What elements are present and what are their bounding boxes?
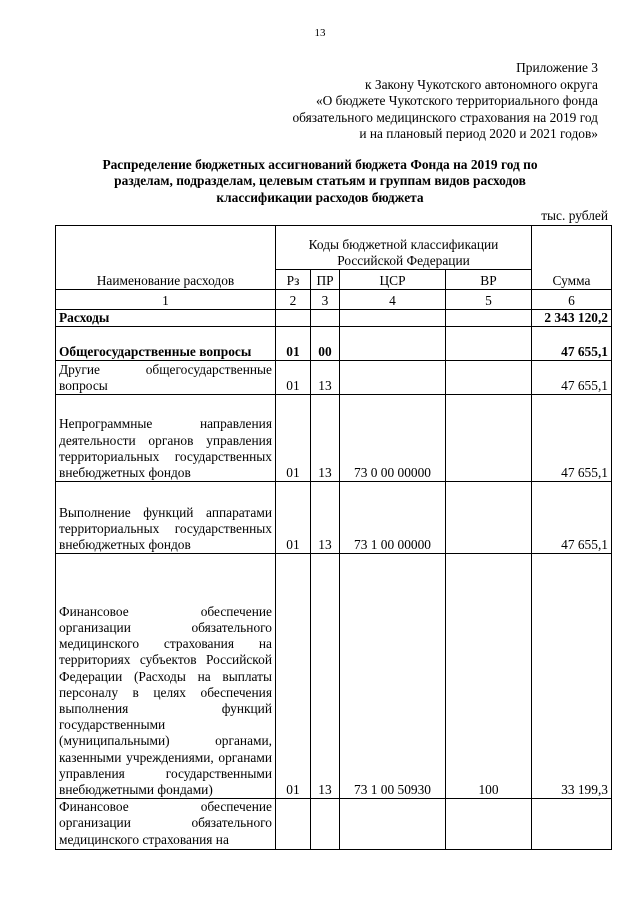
appendix-line: к Закону Чукотского автономного округа [365, 76, 598, 92]
appendix-header [292, 60, 598, 143]
row-csr: 73 0 00 00000 [340, 395, 446, 482]
row-rz: 01 [276, 327, 311, 361]
row-vr: 100 [446, 554, 532, 799]
col-number: 1 [56, 290, 276, 310]
row-vr [446, 395, 532, 482]
budget-table [55, 225, 612, 850]
table-row [56, 395, 612, 482]
row-rz: 01 [276, 482, 311, 554]
col-number: 6 [532, 290, 612, 310]
row-vr [446, 310, 532, 327]
row-name: Непрограммные направления деятельности органов управления территориальных государственных внебюджетных фондов [56, 395, 276, 482]
title-line: классификации расходов бюджета [216, 189, 424, 205]
row-vr [446, 799, 532, 850]
row-csr [340, 310, 446, 327]
header-rz: Рз [276, 270, 311, 290]
title-line: разделам, подразделам, целевым статьям и группам видов расходов [114, 173, 526, 189]
col-number: 5 [446, 290, 532, 310]
row-name: Общегосударственные вопросы [56, 327, 276, 361]
appendix-line: Приложение 3 [516, 60, 598, 75]
row-csr [340, 799, 446, 850]
row-pr: 13 [311, 361, 340, 395]
row-rz: 01 [276, 395, 311, 482]
row-pr: 00 [311, 327, 340, 361]
row-sum [532, 799, 612, 850]
appendix-line: и на плановый период 2020 и 2021 годов» [359, 126, 598, 142]
row-sum: 33 199,3 [532, 554, 612, 799]
row-pr: 13 [311, 395, 340, 482]
header-codes: Коды бюджетной классификации Российской Федерации [276, 226, 532, 270]
appendix-line: «О бюджете Чукотского территориального фонда [315, 93, 598, 109]
document-title [50, 157, 590, 206]
row-pr [311, 799, 340, 850]
table-row [56, 310, 612, 327]
header-name: Наименование расходов [56, 226, 276, 290]
units-label: тыс. рублей [541, 208, 608, 223]
header-sum: Сумма [532, 226, 612, 290]
table-header-row [56, 226, 612, 270]
page-number: 13 [314, 27, 326, 39]
table-row [56, 799, 612, 850]
row-pr: 13 [311, 482, 340, 554]
col-number: 3 [311, 290, 340, 310]
table-row [56, 327, 612, 361]
row-rz: 01 [276, 361, 311, 395]
table-row [56, 482, 612, 554]
row-csr: 73 1 00 00000 [340, 482, 446, 554]
row-sum: 47 655,1 [532, 361, 612, 395]
row-name: Финансовое обеспечение организации обязательного медицинского страхования на [56, 799, 276, 850]
row-vr [446, 482, 532, 554]
row-csr [340, 327, 446, 361]
appendix-line: обязательного медицинского страхования на 2019 год [292, 109, 598, 125]
row-name: Другие общегосударственные вопросы [56, 361, 276, 395]
col-number: 4 [340, 290, 446, 310]
table-row [56, 361, 612, 395]
row-sum: 47 655,1 [532, 482, 612, 554]
row-csr [340, 361, 446, 395]
header-csr: ЦСР [340, 270, 446, 290]
row-pr [311, 310, 340, 327]
row-sum: 47 655,1 [532, 395, 612, 482]
header-vr: ВР [446, 270, 532, 290]
row-rz [276, 310, 311, 327]
row-rz: 01 [276, 554, 311, 799]
row-name: Финансовое обеспечение организации обязательного медицинского страхования на территориях субъектов Российской Федерации (Расходы на выплаты персоналу в целях обеспечения выполнения функций государственными (муниципальными) органами, казенными учреждениями, органами управления государственными внебюджетными фондами) [56, 554, 276, 799]
row-name: Расходы [56, 310, 276, 327]
row-pr: 13 [311, 554, 340, 799]
row-vr [446, 361, 532, 395]
header-pr: ПР [311, 270, 340, 290]
row-vr [446, 327, 532, 361]
col-number: 2 [276, 290, 311, 310]
column-number-row [56, 290, 612, 310]
table-row [56, 554, 612, 799]
title-line: Распределение бюджетных ассигнований бюджета Фонда на 2019 год по [102, 157, 538, 172]
row-sum: 2 343 120,2 [532, 310, 612, 327]
row-sum: 47 655,1 [532, 327, 612, 361]
row-csr: 73 1 00 50930 [340, 554, 446, 799]
row-name: Выполнение функций аппаратами территориальных государственных внебюджетных фондов [56, 482, 276, 554]
row-rz [276, 799, 311, 850]
